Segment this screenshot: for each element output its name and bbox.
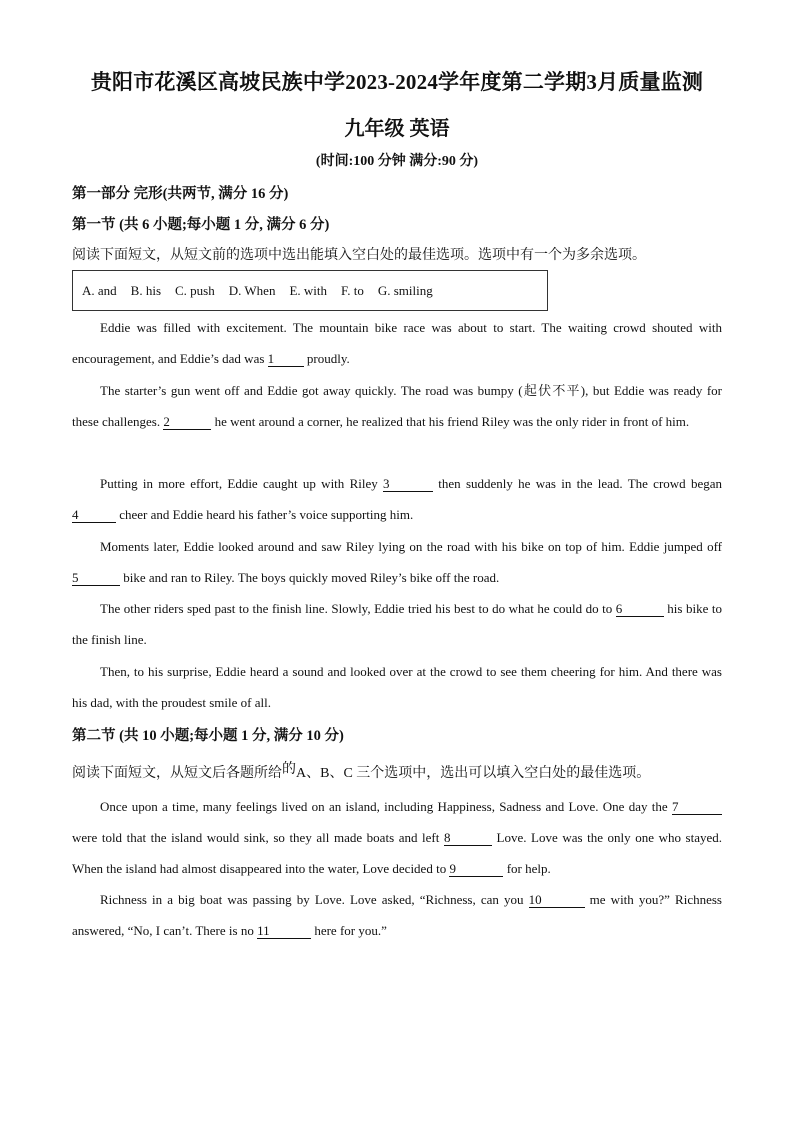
blank-8[interactable]: 8 [444, 831, 492, 846]
exam-title: 贵阳市花溪区高坡民族中学2023-2024学年度第二学期3月质量监测 [90, 70, 704, 94]
time-score: (时间:100 分钟 满分:90 分) [315, 154, 479, 169]
option-f: F. to [341, 282, 364, 298]
option-c: C. push [175, 282, 215, 298]
blank-2[interactable]: 2 [163, 415, 211, 430]
passage1-paragraph-5: The other riders sped past to the finish line. Slowly, Eddie tried his best to do what he could do to 6 his bike to the finish line. [72, 601, 722, 648]
passage2-paragraph-2: Richness in a big boat was passing by Love. Love asked, “Richness, can you 10 me with you?” Richness answered, “No, I can’t. There is no 11 here for you.” [72, 892, 722, 939]
option-a: A. and [82, 282, 117, 298]
passage1-paragraph-1: Eddie was filled with excitement. The mountain bike race was about to start. The waiting crowd shouted with encouragement, and Eddie’s dad was 1 proudly. [72, 320, 722, 367]
section2-instruction: 阅读下面短文，从短文后各题所给的A、B、C 三个选项中，选出可以填入空白处的最佳选项。 [72, 762, 651, 781]
passage1-paragraph-6: Then, to his surprise, Eddie heard a sound and looked over at the crowd to see them cheering for him. And there was his dad, with the proudest smile of all. [72, 664, 722, 711]
blank-5[interactable]: 5 [72, 571, 120, 586]
grade-subject: 九年级 英语 [344, 118, 450, 140]
options-box [72, 270, 548, 311]
part1-heading: 第一部分 完形(共两节, 满分 16 分) [72, 186, 289, 202]
passage1-paragraph-4: Moments later, Eddie looked around and saw Riley lying on the road with his bike on top of him. Eddie jumped off 5 bike and ran to Riley. The boys quickly moved Riley’s bike off the road. [72, 539, 722, 586]
section1-heading: 第一节 (共 6 小题;每小题 1 分, 满分 6 分) [72, 217, 330, 233]
passage2-paragraph-1: Once upon a time, many feelings lived on an island, including Happiness, Sadness and Love. One day the 7 were told that the island would sink, so they all made boats and left 8 Love. Love was the only one who stayed. When the island had almost disappeared into the water, Love decided to 9 for help. [72, 799, 722, 877]
blank-6[interactable]: 6 [616, 602, 664, 617]
blank-1[interactable]: 1 [268, 352, 304, 367]
option-e: E. with [289, 282, 328, 298]
option-g: G. smiling [377, 282, 433, 298]
passage1-paragraph-2: The starter’s gun went off and Eddie got away quickly. The road was bumpy (起伏不平), but Eddie was ready for these challenges. 2 he went around a corner, he realized that his friend Riley was the only rider in front of him. [72, 383, 722, 430]
blank-3[interactable]: 3 [383, 477, 433, 492]
blank-10[interactable]: 10 [529, 893, 585, 908]
blank-7[interactable]: 7 [672, 800, 722, 815]
section1-instruction: 阅读下面短文，从短文前的选项中选出能填入空白处的最佳选项。选项中有一个为多余选项。 [72, 248, 646, 263]
option-d: D. When [228, 282, 276, 298]
blank-9[interactable]: 9 [449, 862, 503, 877]
section2-heading: 第二节 (共 10 小题;每小题 1 分, 满分 10 分) [72, 728, 344, 744]
passage1-paragraph-3: Putting in more effort, Eddie caught up with Riley 3 then suddenly he was in the lead. The crowd began 4 cheer and Eddie heard his father’s voice supporting him. [72, 476, 722, 523]
blank-11[interactable]: 11 [257, 924, 311, 939]
option-b: B. his [130, 282, 162, 298]
blank-4[interactable]: 4 [72, 508, 116, 523]
